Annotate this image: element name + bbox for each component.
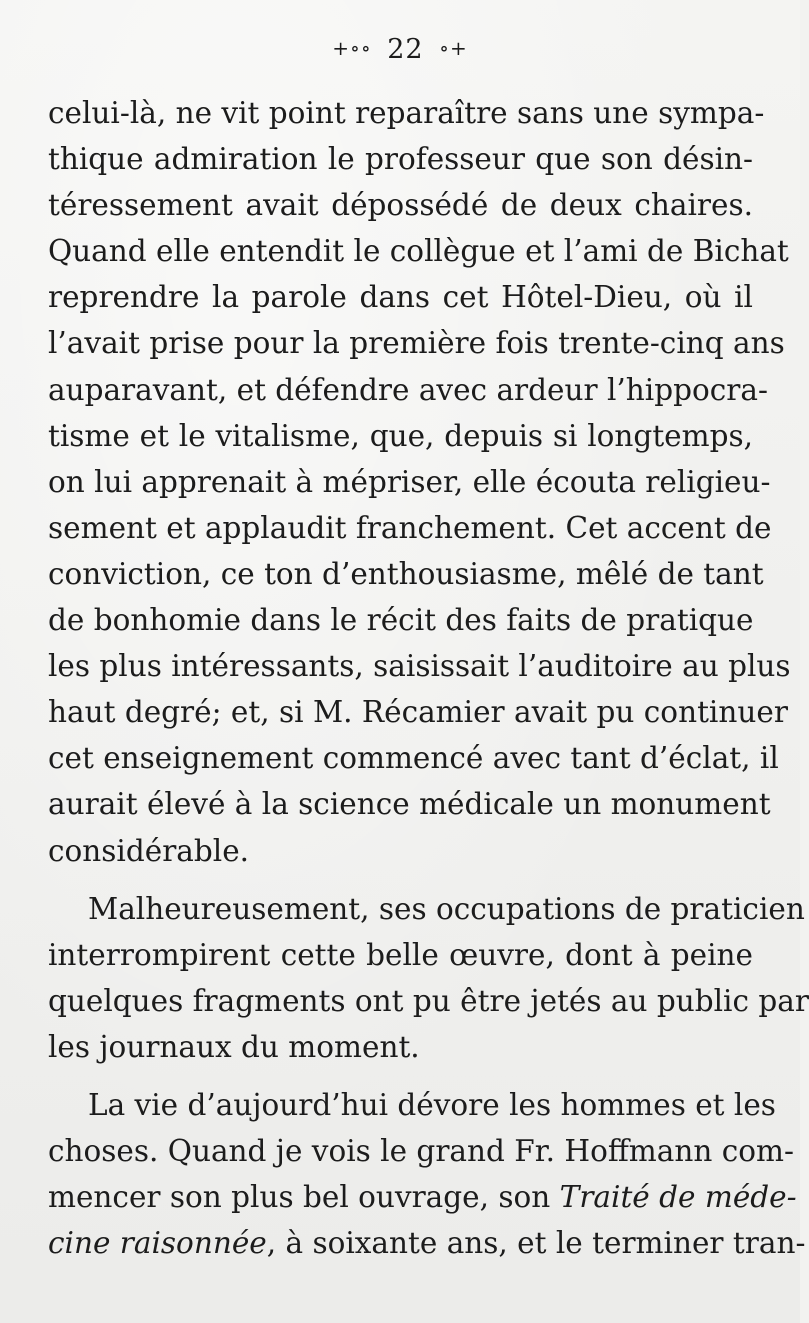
ornament-left-icon: +∘∘ [332, 36, 372, 60]
ornament-right-icon: ∘+ [439, 36, 468, 60]
text-line: auparavant, et défendre avec ardeur l’hippocra- [48, 372, 768, 407]
text-line: de bonhomie dans le récit des faits de pratique [48, 603, 754, 638]
text-line: les plus intéressants, saisissait l’auditoire au plus [48, 649, 791, 684]
text-line [48, 1174, 797, 1220]
text-line: les journaux du moment. [48, 1029, 420, 1064]
book-title-italic: Traité de méde- [559, 1180, 797, 1215]
text-line: conviction, ce ton d’enthousiasme, mêlé de tant [48, 556, 764, 591]
text-line: cet enseignement commencé avec tant d’éclat, il [48, 741, 779, 776]
book-title-italic: cine raisonnée [48, 1226, 267, 1261]
text-line: Quand elle entendit le collègue et l’ami de Bichat [48, 234, 789, 269]
text-segment: mencer son plus bel ouvrage, son [48, 1180, 551, 1215]
text-line: La vie d’aujourd’hui dévore les hommes et les [88, 1087, 776, 1122]
text-line: Malheureusement, ses occupations de praticien [88, 891, 805, 926]
text-line [48, 1220, 806, 1266]
text-line: choses. Quand je vois le grand Fr. Hoffmann com- [48, 1134, 794, 1169]
paragraph-gap [48, 874, 753, 886]
page-number: 22 [387, 34, 424, 65]
text-line: reprendre la parole dans cet Hôtel-Dieu, où il [48, 280, 753, 315]
text-line: l’avait prise pour la première fois trente-cinq ans [48, 326, 785, 361]
page-body [48, 90, 809, 1266]
text-line: considérable. [48, 833, 250, 868]
text-line: aurait élevé à la science médicale un monument [48, 787, 771, 822]
text-line: sement et applaudit franchement. Cet accent de [48, 510, 772, 545]
text-segment: , à soixante ans, et le terminer tran- [266, 1226, 806, 1261]
text-line: haut degré; et, si M. Récamier avait pu continuer [48, 695, 788, 730]
text-line: téressement avait dépossédé de deux chaires. [48, 188, 753, 223]
text-line: quelques fragments ont pu être jetés au public par [48, 983, 809, 1018]
page-header [0, 34, 800, 65]
text-line: celui-là, ne vit point reparaître sans une sympa- [48, 96, 765, 130]
text-line: thique admiration le professeur que son désin- [48, 142, 753, 177]
text-line: on lui apprenait à mépriser, elle écouta religieu- [48, 464, 771, 499]
text-line: interrompirent cette belle œuvre, dont à peine [48, 937, 753, 972]
paragraph-gap [48, 1070, 753, 1082]
text-line: tisme et le vitalisme, que, depuis si longtemps, [48, 418, 753, 453]
